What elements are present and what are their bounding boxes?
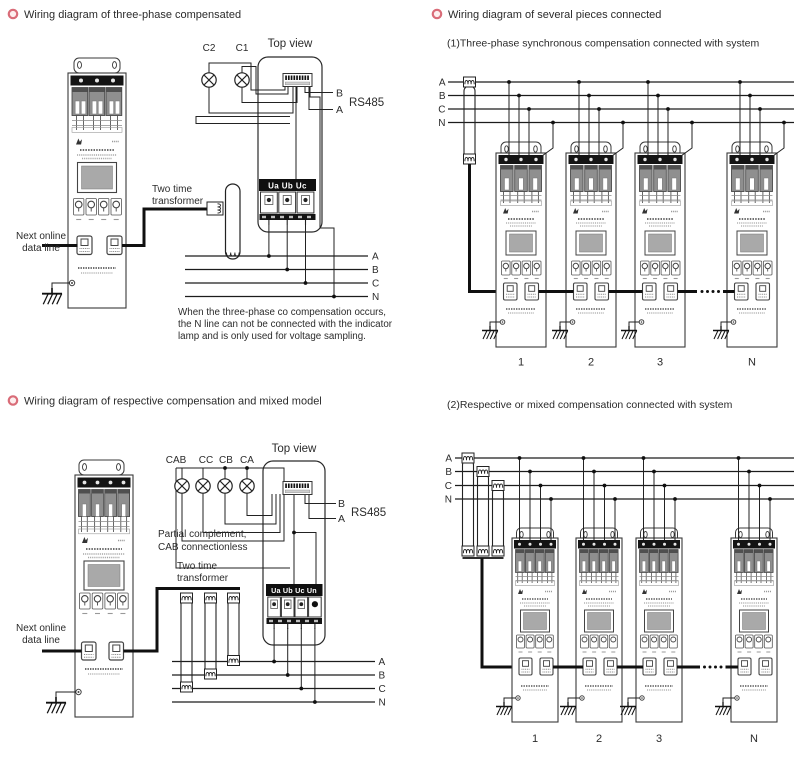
bus-label-n: N bbox=[378, 697, 386, 709]
lamp-icon bbox=[240, 479, 254, 493]
bus-label-a: A bbox=[438, 77, 446, 89]
topview-label: Top view bbox=[271, 443, 317, 455]
device-unit-n bbox=[727, 142, 777, 347]
two-time-line1: Two time bbox=[152, 184, 193, 195]
cap-label-ca: CA bbox=[240, 455, 254, 466]
bus-label-c: C bbox=[438, 104, 446, 116]
device-unit-3 bbox=[636, 528, 682, 722]
ground-icon bbox=[715, 702, 731, 715]
ct-coil bbox=[464, 77, 476, 87]
lamp-icon bbox=[235, 73, 249, 87]
ct-coil bbox=[477, 467, 489, 477]
ground-icon bbox=[46, 697, 66, 713]
bus-label-n: N bbox=[438, 118, 446, 129]
next-online-line2: data line bbox=[22, 243, 60, 254]
ground-wire bbox=[52, 283, 70, 288]
lamp-icon bbox=[202, 73, 216, 87]
device-unit-1 bbox=[496, 142, 546, 347]
ct-coil bbox=[181, 682, 193, 692]
section-title: Wiring diagram of three-phase compensated bbox=[24, 9, 242, 21]
cap-label-c1: C1 bbox=[235, 43, 249, 54]
ct-coil bbox=[477, 546, 489, 556]
bullet-icon bbox=[9, 10, 17, 18]
device-front-view bbox=[75, 460, 133, 717]
bus-label-a: A bbox=[378, 657, 386, 668]
cap-label-c2: C2 bbox=[202, 43, 216, 54]
ground-icon bbox=[560, 702, 576, 715]
rs485-a-label: A bbox=[338, 513, 346, 525]
junction-dots bbox=[518, 456, 772, 501]
ct-coil bbox=[462, 453, 474, 463]
section-title: Wiring diagram of several pieces connected bbox=[448, 9, 662, 21]
bus-label-b: B bbox=[372, 265, 379, 276]
two-time-line1: Two time bbox=[177, 561, 218, 572]
cap-label-cab: CAB bbox=[165, 455, 187, 466]
daisy-chain bbox=[539, 290, 735, 293]
time-transformers bbox=[181, 593, 240, 692]
ct-coil bbox=[228, 656, 240, 666]
device-unit-2 bbox=[576, 528, 622, 722]
two-time-line2: transformer bbox=[152, 196, 204, 207]
section-title: Wiring diagram of respective compensation and mixed model bbox=[24, 395, 322, 408]
unit-number-n: N bbox=[750, 733, 758, 745]
pin-connector bbox=[283, 74, 312, 87]
terminal-strip bbox=[266, 584, 323, 629]
bus-lines bbox=[185, 256, 368, 297]
next-online-line1: Next online bbox=[15, 231, 67, 242]
ct-coil bbox=[228, 593, 240, 603]
pin-connector bbox=[283, 482, 312, 495]
capacitor-lamps bbox=[175, 479, 254, 493]
bus-label-b: B bbox=[438, 91, 446, 102]
junction-dots bbox=[267, 254, 336, 298]
ct-coil bbox=[205, 593, 217, 603]
two-time-line2: transformer bbox=[177, 573, 229, 584]
cap-label-cc: CC bbox=[198, 455, 214, 466]
bus-label-a: A bbox=[445, 453, 452, 465]
bus-label-c: C bbox=[372, 278, 380, 290]
device-unit-n bbox=[731, 528, 777, 722]
unit-number-3: 3 bbox=[656, 356, 664, 369]
ct-coil bbox=[492, 546, 504, 556]
rs485-a-label: A bbox=[336, 104, 344, 116]
bus-lines bbox=[172, 662, 375, 703]
unit-number-3: 3 bbox=[655, 733, 663, 745]
section-respective-mixed bbox=[9, 396, 386, 718]
bullet-icon bbox=[433, 10, 441, 18]
unit-number-2: 2 bbox=[595, 733, 603, 745]
note-line1: When the three-phase co compensation occurs, bbox=[178, 307, 387, 318]
junction-dots bbox=[507, 80, 786, 124]
ground-icon bbox=[496, 702, 512, 715]
capacitor-lamps bbox=[202, 73, 249, 87]
bus-label-a: A bbox=[372, 251, 379, 263]
bus-lines bbox=[455, 458, 794, 499]
section-several-pieces bbox=[433, 9, 794, 369]
bus-label-n: N bbox=[444, 494, 452, 506]
time-transformer bbox=[207, 184, 240, 259]
section-three-phase-compensated bbox=[9, 9, 393, 342]
rs485-b-label: B bbox=[336, 87, 344, 100]
note-line2: the N line can not be connected with the indicator bbox=[178, 319, 393, 330]
terminal-strip bbox=[259, 179, 316, 225]
topview-label: Top view bbox=[267, 38, 313, 50]
bus-label-b: B bbox=[445, 467, 452, 478]
bus-label-c: C bbox=[378, 684, 386, 695]
ground-wire bbox=[56, 692, 76, 697]
next-online-line2: data line bbox=[22, 635, 60, 646]
unit-number-1: 1 bbox=[531, 733, 539, 745]
ct-coil bbox=[492, 481, 504, 491]
section-respective-mixed-system bbox=[445, 399, 794, 745]
cap-label-cb: CB bbox=[219, 455, 233, 466]
lamp-icon bbox=[218, 479, 232, 493]
bus-label-n: N bbox=[372, 292, 380, 303]
ct-coil bbox=[205, 669, 217, 679]
lamp-icon bbox=[196, 479, 210, 493]
device-unit-2 bbox=[566, 142, 616, 347]
rs485-label: RS485 bbox=[349, 97, 385, 109]
rs485-b-label: B bbox=[338, 498, 346, 510]
bus-label-b: B bbox=[378, 670, 386, 682]
ct-coil bbox=[464, 154, 476, 164]
terminal-strip-label: Ua Ub Uc bbox=[268, 181, 307, 191]
lamp-icon bbox=[175, 479, 189, 493]
terminal-strip-label: Ua Ub Uc Un bbox=[271, 586, 317, 595]
line-ct bbox=[464, 77, 476, 164]
bus-lines bbox=[448, 82, 794, 123]
device-front-view bbox=[68, 58, 126, 308]
device-unit-3 bbox=[635, 142, 685, 347]
section-subtitle: (2)Respective or mixed compensation connected with system bbox=[447, 399, 733, 411]
unit-number-n: N bbox=[748, 356, 756, 369]
partial-line2: CAB connectionless bbox=[158, 542, 248, 553]
line-cts bbox=[462, 453, 504, 558]
note-line3: lamp and is only used for voltage sampling. bbox=[178, 331, 366, 342]
partial-line1: Partial complement, bbox=[158, 529, 247, 540]
next-online-line1: Next online bbox=[15, 623, 67, 634]
unit-number-1: 1 bbox=[517, 356, 525, 369]
ground-icon bbox=[42, 288, 62, 304]
section-subtitle: (1)Three-phase synchronous compensation connected with system bbox=[447, 37, 760, 50]
ct-coil bbox=[462, 546, 474, 556]
bus-label-c: C bbox=[444, 481, 452, 492]
rs485-label: RS485 bbox=[351, 507, 387, 519]
unit-number-2: 2 bbox=[587, 356, 595, 369]
bullet-icon bbox=[9, 396, 17, 404]
device-unit-1 bbox=[512, 528, 558, 722]
ct-coil bbox=[181, 593, 193, 603]
